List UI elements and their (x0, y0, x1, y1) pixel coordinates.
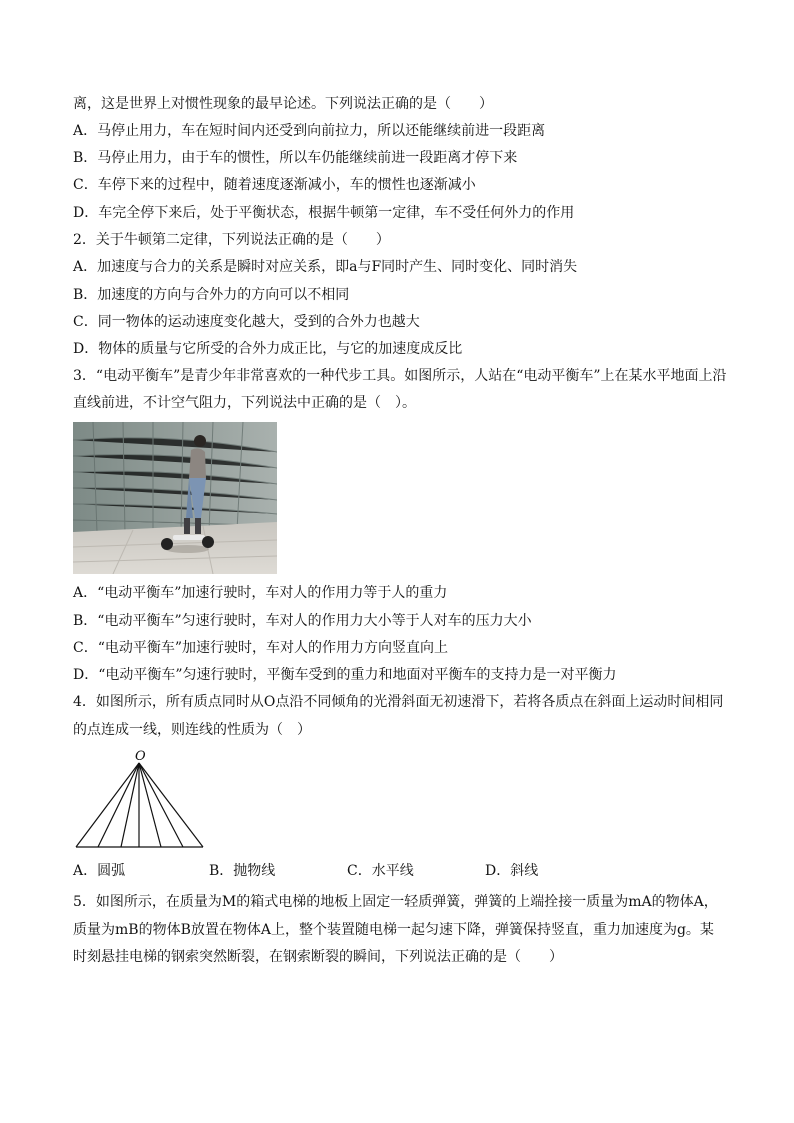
q4-option-b: B．抛物线 (209, 863, 276, 879)
q4-stem-line1: 4．如图所示，所有质点同时从O点沿不同倾角的光滑斜面无初速滑下，若将各质点在斜面上运动时间相同 (73, 694, 724, 710)
q3-option-c: C．“电动平衡车”加速行驶时，车对人的作用力方向竖直向上 (73, 640, 449, 656)
q4-option-a: A．圆弧 (73, 863, 126, 879)
q3-stem-line2: 直线前进，不计空气阻力，下列说法中正确的是（ ）。 (73, 395, 416, 411)
q3-option-a: A．“电动平衡车”加速行驶时，车对人的作用力等于人的重力 (73, 585, 448, 601)
point-o-label: O (135, 749, 146, 764)
q1-option-d: D．车完全停下来后，处于平衡状态，根据牛顿第一定律，车不受任何外力的作用 (73, 205, 575, 221)
q5-stem-line2: 质量为mB的物体B放置在物体A上，整个装置随电梯一起匀速下降，弹簧保持竖直，重力加速度为g。某 (73, 922, 714, 938)
inclined-planes-diagram (73, 745, 213, 854)
q5-stem-line3: 时刻悬挂电梯的钢索突然断裂，在钢索断裂的瞬间，下列说法正确的是（ ） (73, 949, 563, 965)
q2-option-a: A．加速度与合力的关系是瞬时对应关系，即a与F同时产生、同时变化、同时消失 (73, 259, 578, 275)
balance-scooter-photo (73, 422, 277, 574)
q1-option-c: C．车停下来的过程中，随着速度逐渐减小，车的惯性也逐渐减小 (73, 177, 476, 193)
q2-option-c: C．同一物体的运动速度变化越大，受到的合外力也越大 (73, 314, 420, 330)
q1-option-a: A．马停止用力，车在短时间内还受到向前拉力，所以还能继续前进一段距离 (73, 123, 546, 139)
q1-stem-tail: 离，这是世界上对惯性现象的最早论述。下列说法正确的是（ ） (73, 96, 493, 112)
q2-option-b: B．加速度的方向与合外力的方向可以不相同 (73, 287, 350, 303)
q3-stem-line1: 3．“电动平衡车”是青少年非常喜欢的一种代步工具。如图所示，人站在“电动平衡车”上在某水平地面上沿 (73, 368, 727, 384)
q2-stem: 2．关于牛顿第二定律，下列说法正确的是（ ） (73, 232, 390, 248)
q3-option-d: D．“电动平衡车”匀速行驶时，平衡车受到的重力和地面对平衡车的支持力是一对平衡力 (73, 667, 617, 683)
q4-option-c: C．水平线 (347, 863, 414, 879)
q4-option-d: D．斜线 (485, 863, 539, 879)
q1-option-b: B．马停止用力，由于车的惯性，所以车仍能继续前进一段距离才停下来 (73, 150, 518, 166)
q3-option-b: B．“电动平衡车”匀速行驶时，车对人的作用力大小等于人对车的压力大小 (73, 613, 532, 629)
q5-stem-line1: 5．如图所示，在质量为M的箱式电梯的地板上固定一轻质弹簧，弹簧的上端拴接一质量为mA的物体A， (73, 894, 718, 910)
q2-option-d: D．物体的质量与它所受的合外力成正比，与它的加速度成反比 (73, 341, 463, 357)
q4-stem-line2: 的点连成一线，则连线的性质为（ ） (73, 722, 311, 738)
